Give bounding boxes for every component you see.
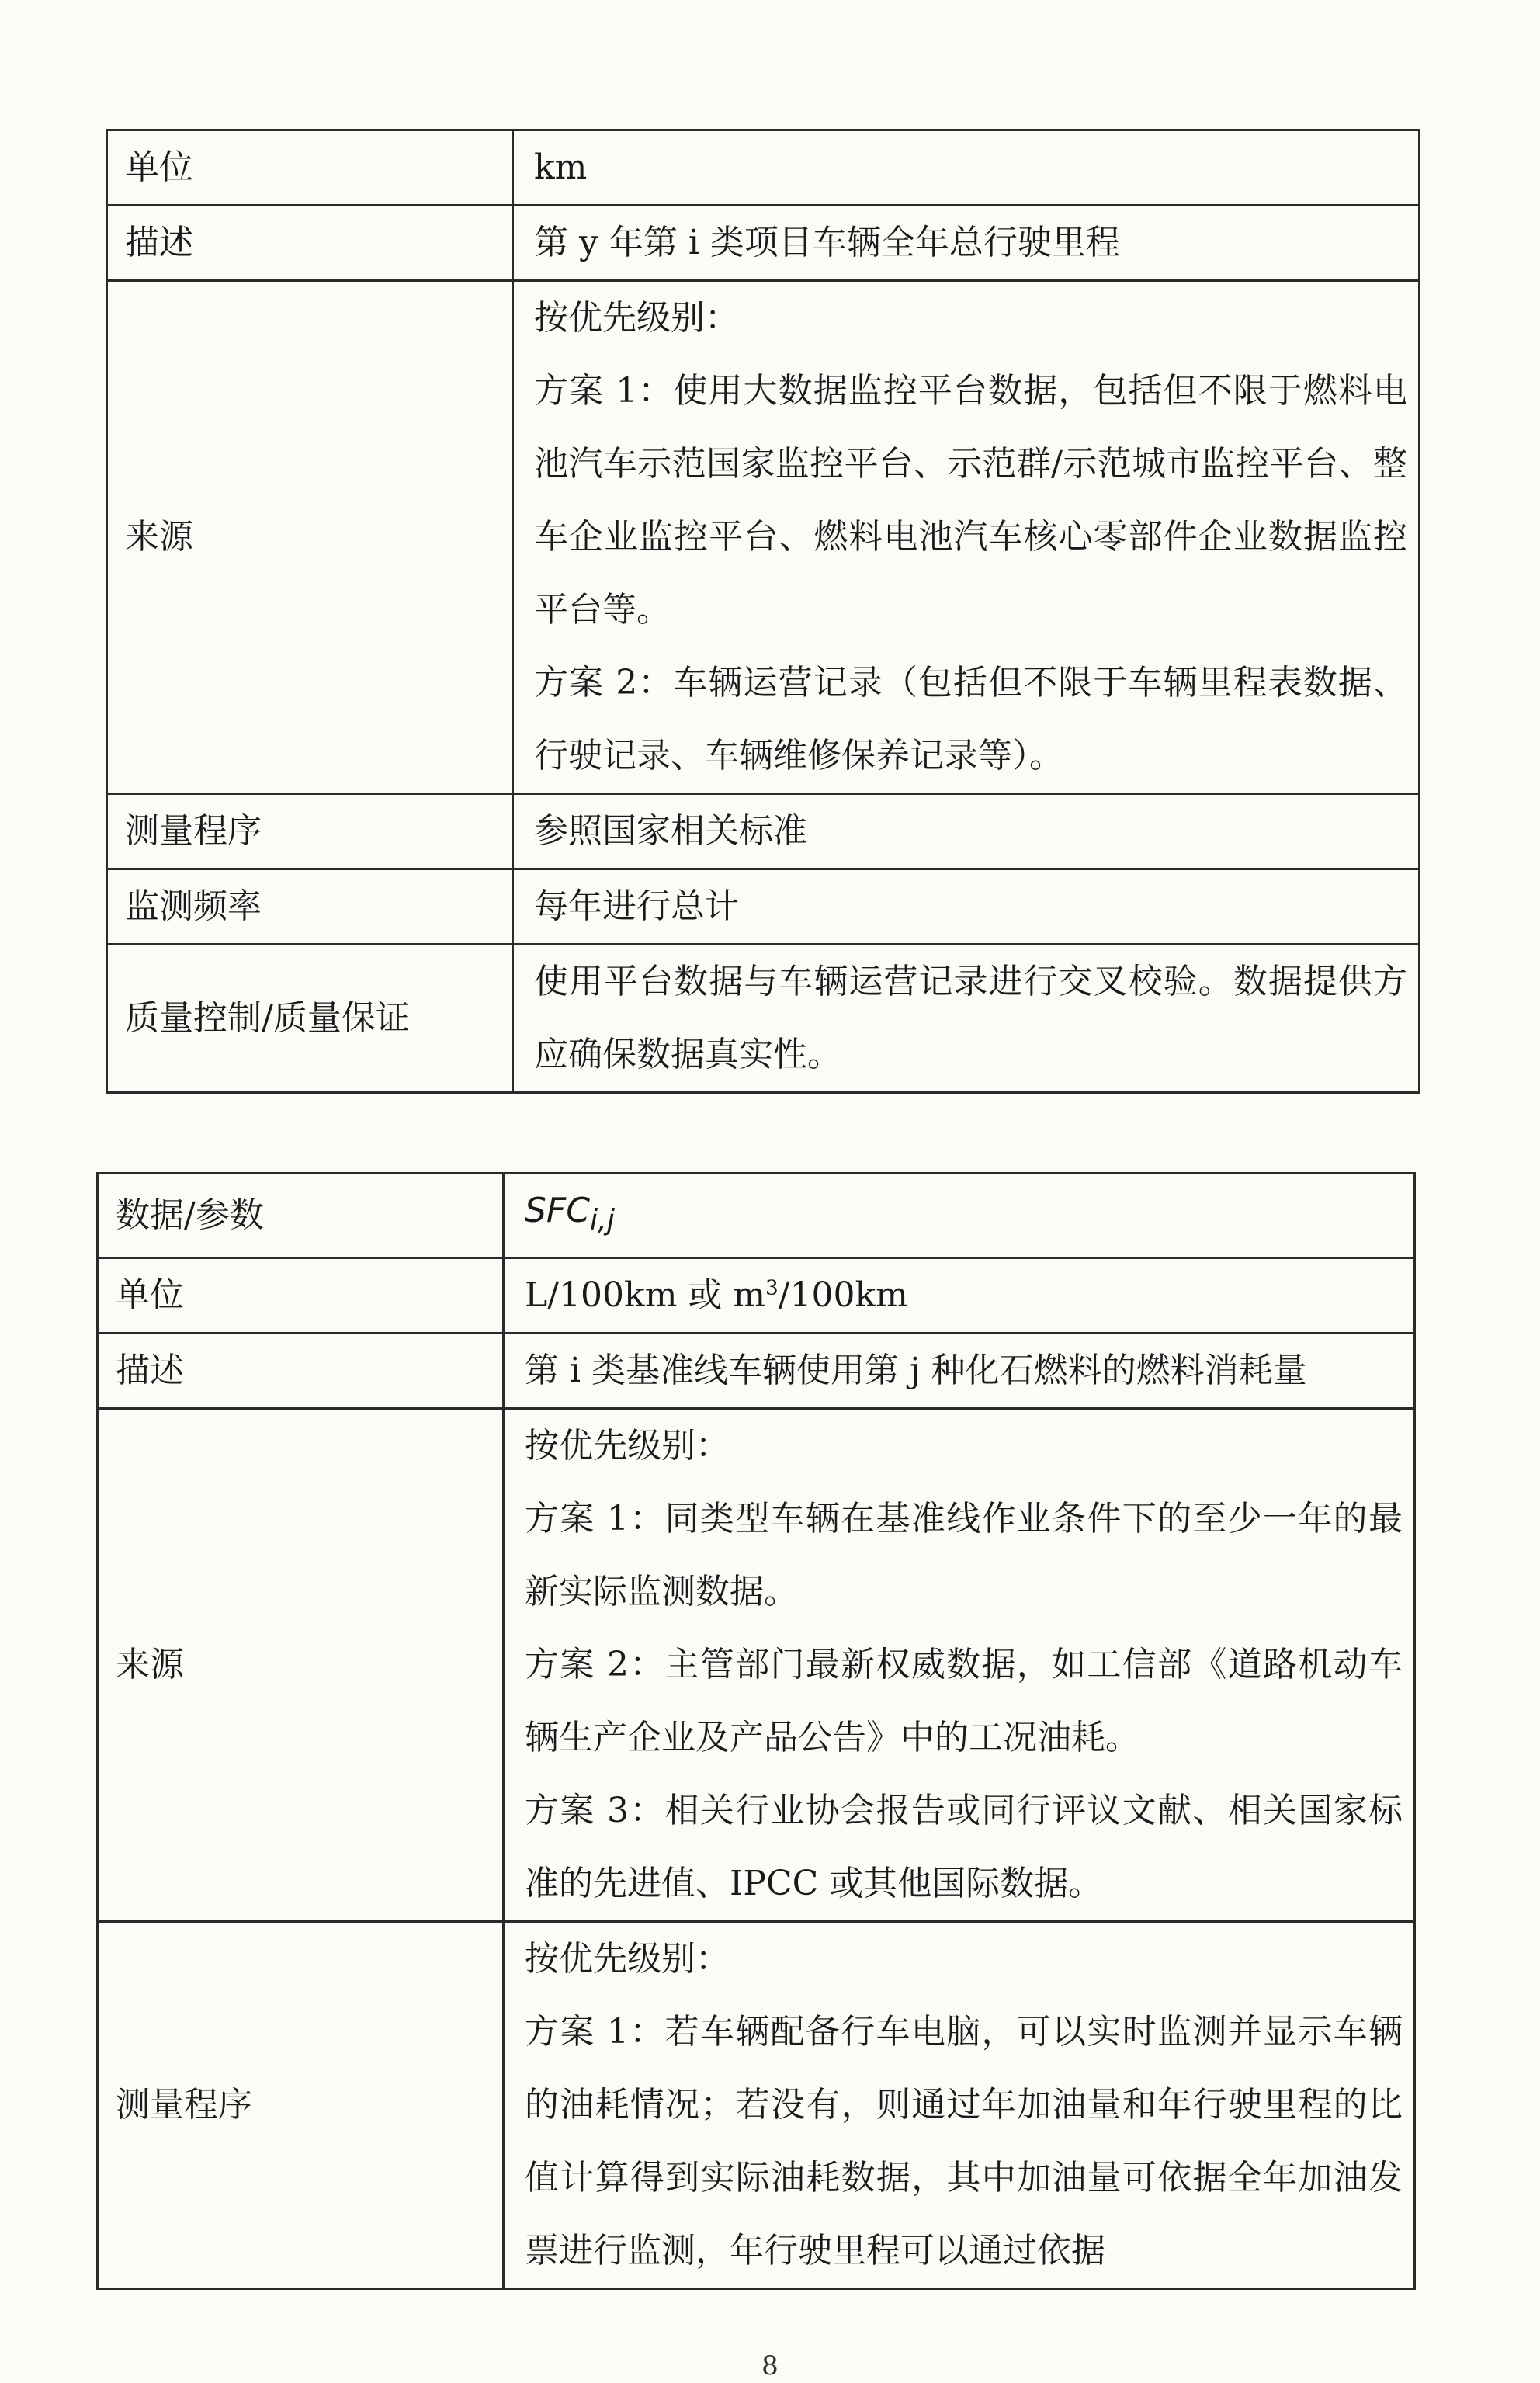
paragraph: 按优先级别： — [525, 1938, 730, 1979]
table-row — [107, 945, 1420, 1093]
row-label: 描述 — [98, 1333, 504, 1408]
row-label: 单位 — [107, 130, 513, 206]
row-value — [513, 281, 1420, 794]
row-label: 单位 — [98, 1257, 504, 1333]
paragraph: 方案 2：车辆运营记录（包括但不限于车辆里程表数据、行驶记录、车辆维修保养记录等）。 — [534, 663, 1407, 775]
page-number: 8 — [761, 2350, 779, 2381]
parameter-table-2 — [96, 1172, 1416, 2290]
paragraph: 使用平台数据与车辆运营记录进行交叉校验。数据提供方应确保数据真实性。 — [534, 962, 1407, 1074]
row-label: 质量控制/质量保证 — [107, 945, 513, 1093]
unit-sup: 3 — [765, 1276, 779, 1300]
row-value — [504, 1921, 1415, 2288]
table-row — [98, 1921, 1415, 2288]
symbol-main: SFC — [525, 1191, 590, 1230]
paragraph: 方案 1：使用大数据监控平台数据，包括但不限于燃料电池汽车示范国家监控平台、示范群/示范城市监控平台、整车企业监控平台、燃料电池汽车核心零部件企业数据监控平台等。 — [534, 371, 1407, 630]
table-row — [98, 1174, 1415, 1258]
row-label: 测量程序 — [107, 794, 513, 869]
row-value: km — [513, 130, 1420, 206]
row-label: 来源 — [107, 281, 513, 794]
row-value: 第 y 年第 i 类项目车辆全年总行驶里程 — [513, 206, 1420, 281]
table-row — [107, 794, 1420, 869]
paragraph: 方案 3：相关行业协会报告或同行评议文献、相关国家标准的先进值、IPCC 或其他国际数据。 — [525, 1790, 1403, 1903]
row-value: 第 i 类基准线车辆使用第 j 种化石燃料的燃料消耗量 — [504, 1333, 1415, 1408]
row-value: 参照国家相关标准 — [513, 794, 1420, 869]
row-label: 监测频率 — [107, 869, 513, 945]
row-label: 测量程序 — [98, 1921, 504, 2288]
symbol-subscript: i,j — [589, 1202, 615, 1237]
unit-post: /100km — [778, 1275, 908, 1315]
table-row — [98, 1257, 1415, 1333]
row-value — [513, 945, 1420, 1093]
paragraph: 按优先级别： — [534, 298, 739, 338]
table-row — [98, 1408, 1415, 1921]
parameter-table-1 — [106, 129, 1420, 1094]
unit-pre: L/100km 或 m — [525, 1275, 766, 1315]
table-row — [107, 130, 1420, 206]
row-label: 来源 — [98, 1408, 504, 1921]
parameter-symbol — [504, 1174, 1415, 1258]
paragraph: 方案 1：同类型车辆在基准线作业条件下的至少一年的最新实际监测数据。 — [525, 1498, 1403, 1611]
table-row — [98, 1333, 1415, 1408]
unit-value — [504, 1257, 1415, 1333]
table-row — [107, 206, 1420, 281]
table-row — [107, 281, 1420, 794]
paragraph: 方案 2：主管部门最新权威数据，如工信部《道路机动车辆生产企业及产品公告》中的工况油耗。 — [525, 1644, 1403, 1757]
row-value: 每年进行总计 — [513, 869, 1420, 945]
row-label: 数据/参数 — [98, 1174, 504, 1258]
table-row — [107, 869, 1420, 945]
paragraph: 按优先级别： — [525, 1425, 730, 1466]
row-value — [504, 1408, 1415, 1921]
row-label: 描述 — [107, 206, 513, 281]
paragraph: 方案 1：若车辆配备行车电脑，可以实时监测并显示车辆的油耗情况；若没有，则通过年加油量和年行驶里程的比值计算得到实际油耗数据，其中加油量可依据全年加油发票进行监测，年行驶里程可以通过依据 — [525, 2011, 1403, 2270]
